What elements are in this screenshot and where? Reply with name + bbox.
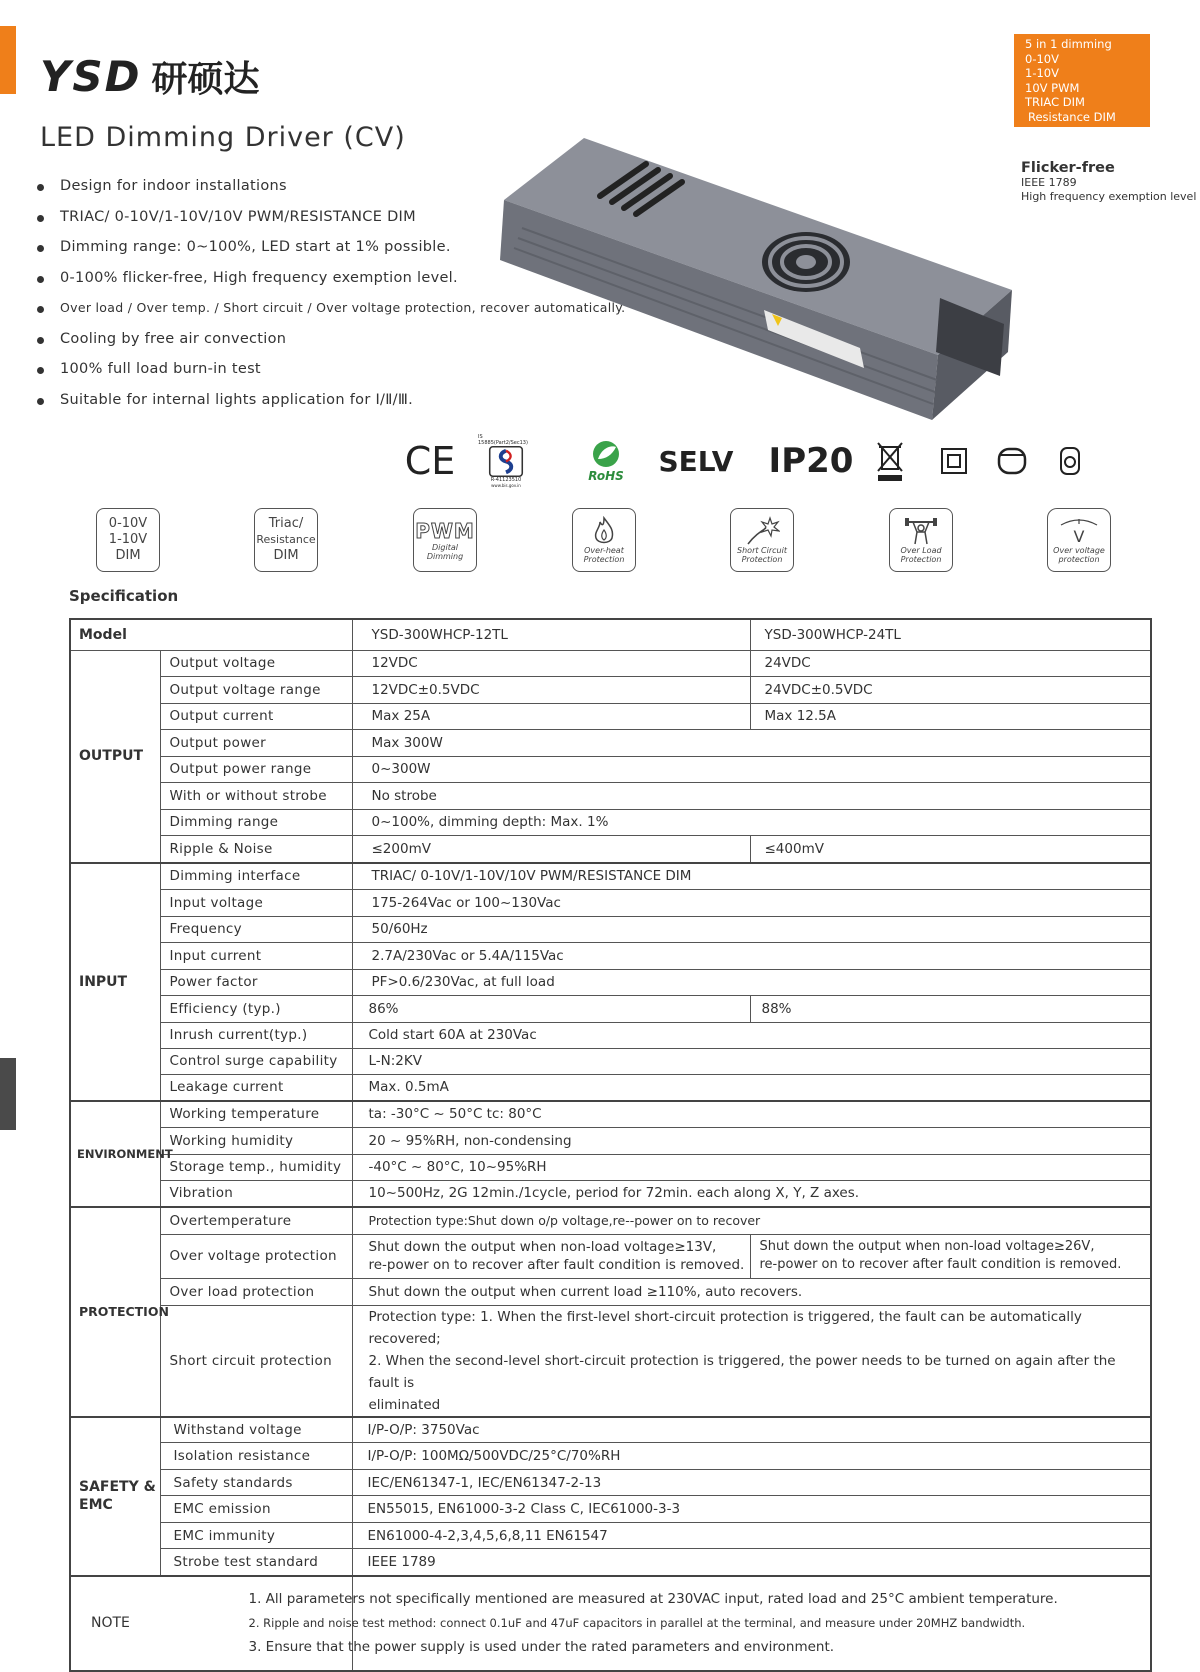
table-row: [70, 676, 1151, 703]
row-item: Output power: [160, 729, 352, 756]
flicker-title: Flicker-free: [1021, 160, 1115, 176]
rohs-mark: [582, 434, 630, 488]
row-item: Short circuit protection: [160, 1305, 352, 1417]
row-item: EMC immunity: [160, 1523, 352, 1549]
row-value-a: Max 25A: [352, 703, 750, 729]
table-row: [70, 1022, 1151, 1048]
table-row: [70, 809, 1151, 835]
row-item: Output voltage range: [160, 676, 352, 703]
row-item: Storage temp., humidity: [160, 1154, 352, 1180]
bis-site: www.bis.gov.in: [491, 483, 521, 488]
orange-side-tab: [0, 26, 16, 94]
row-item: Over voltage protection: [160, 1234, 352, 1278]
note-text: 1. All parameters not specifically mentioned are measured at 230VAC input, rated load and 25°C ambient temperature. 2. Ripple and noise test method: connect 0.1uF and 47uF capacitors in parallel at the terminal, and measure under 20MHZ bandwidth. 3. Ensure that the power supply is used under the rated parameters and environment.: [352, 1576, 1151, 1671]
row-value: IEC/EN61347-1, IEC/EN61347-2-13: [352, 1470, 1151, 1496]
feature-item: TRIAC/ 0-10V/1-10V/10V PWM/RESISTANCE DIM: [36, 209, 625, 240]
table-row: [70, 1496, 1151, 1523]
triac-resistance-dim-icon: Triac/ Resistance DIM: [254, 508, 318, 572]
row-value-a: 86%: [352, 995, 750, 1022]
pwm-dimming-icon: PWM Digital Dimming: [413, 508, 477, 572]
table-row: [70, 1443, 1151, 1470]
row-item: Power factor: [160, 969, 352, 995]
table-row: [70, 650, 1151, 676]
analog-dim-icon: 0-10V 1-10V DIM: [96, 508, 160, 572]
feature-item: Cooling by free air convection: [36, 331, 625, 362]
row-item: Input current: [160, 942, 352, 969]
table-row: [70, 1278, 1151, 1305]
section-environment: ENVIRONMENT: [70, 1101, 160, 1207]
row-value: TRIAC/ 0-10V/1-10V/10V PWM/RESISTANCE DIM: [352, 863, 1151, 889]
row-item: Output power range: [160, 756, 352, 782]
row-item: Overtemperature: [160, 1207, 352, 1234]
row-value-a: Shut down the output when non-load voltage≥13V, re-power on to recover after fault condition is removed.: [352, 1234, 750, 1278]
row-item: Working humidity: [160, 1127, 352, 1154]
independent-driver-icon: [996, 434, 1028, 488]
table-row: [70, 835, 1151, 863]
model-a: YSD-300WHCP-12TL: [352, 619, 750, 650]
control-gear-icon: [1056, 434, 1084, 488]
section-protection: PROTECTION: [70, 1207, 160, 1417]
table-row: [70, 942, 1151, 969]
row-value: Protection type:Shut down o/p voltage,re--power on to recover: [352, 1207, 1151, 1234]
row-item: Working temperature: [160, 1101, 352, 1127]
spark-icon: [744, 516, 780, 546]
row-value: L-N:2KV: [352, 1048, 1151, 1074]
double-insulation-icon: [938, 434, 970, 488]
over-load-protection-icon: Over Load Protection: [889, 508, 953, 572]
row-value: ta: -30°C ~ 50°C tc: 80°C: [352, 1101, 1151, 1127]
row-item: With or without strobe: [160, 782, 352, 809]
bis-top-text: IS 15885(Part2/Sec13): [478, 434, 528, 446]
ip-rating-mark: IP20: [768, 441, 854, 481]
row-value: 175-264Vac or 100~130Vac: [352, 889, 1151, 916]
table-row: [70, 1470, 1151, 1496]
table-row: [70, 1048, 1151, 1074]
row-value-a: 12VDC±0.5VDC: [352, 676, 750, 703]
row-item: Over load protection: [160, 1278, 352, 1305]
table-row: [70, 1207, 1151, 1234]
row-item: Frequency: [160, 916, 352, 942]
row-item: Dimming range: [160, 809, 352, 835]
row-item: Withstand voltage: [160, 1417, 352, 1443]
table-row: [70, 756, 1151, 782]
table-row: [70, 1234, 1151, 1278]
row-value: 2.7A/230Vac or 5.4A/115Vac: [352, 942, 1151, 969]
section-input: INPUT: [70, 863, 160, 1101]
feature-item: Dimming range: 0~100%, LED start at 1% possible.: [36, 239, 625, 270]
row-value: -40°C ~ 80°C, 10~95%RH: [352, 1154, 1151, 1180]
row-value-b: 24VDC: [750, 650, 1151, 676]
ce-mark: CE: [404, 439, 456, 483]
row-item: Output current: [160, 703, 352, 729]
weightlifter-icon: [903, 516, 939, 546]
row-value: EN61000-4-2,3,4,5,6,8,11 EN61547: [352, 1523, 1151, 1549]
row-item: Inrush current(typ.): [160, 1022, 352, 1048]
row-value: No strobe: [352, 782, 1151, 809]
feature-item: Over load / Over temp. / Short circuit / Over voltage protection, recover automatically.: [36, 300, 625, 331]
over-heat-protection-icon: Over-heat Protection: [572, 508, 636, 572]
row-value: I/P-O/P: 100MΩ/500VDC/25°C/70%RH: [352, 1443, 1151, 1470]
row-value: 20 ~ 95%RH, non-condensing: [352, 1127, 1151, 1154]
gray-side-tab: [0, 1058, 16, 1130]
row-value-b: Max 12.5A: [750, 703, 1151, 729]
dimming-modes-box: [1014, 34, 1150, 127]
logo-chinese: 研硕达: [151, 58, 260, 100]
table-row: [70, 1127, 1151, 1154]
bis-number: R-41123510: [490, 477, 522, 483]
short-circuit-protection-icon: Short Circuit Protection: [730, 508, 794, 572]
section-output: OUTPUT: [70, 650, 160, 863]
row-item: EMC emission: [160, 1496, 352, 1523]
row-value-a: 12VDC: [352, 650, 750, 676]
row-item: Isolation resistance: [160, 1443, 352, 1470]
table-row: [70, 995, 1151, 1022]
row-value: Max. 0.5mA: [352, 1074, 1151, 1101]
row-item: Strobe test standard: [160, 1549, 352, 1576]
row-value: 0~100%, dimming depth: Max. 1%: [352, 809, 1151, 835]
row-value-b: Shut down the output when non-load voltage≥26V, re-power on to recover after fault condition is removed.: [750, 1234, 1151, 1278]
dimming-mode: 1-10V: [1025, 66, 1059, 80]
row-value-b: 24VDC±0.5VDC: [750, 676, 1151, 703]
selv-mark: SELV: [658, 444, 734, 478]
dimming-mode: Resistance DIM: [1028, 109, 1116, 124]
row-value-a: ≤200mV: [352, 835, 750, 863]
model-label: Model: [70, 619, 352, 650]
row-value: IEEE 1789: [352, 1549, 1151, 1576]
table-row: [70, 1523, 1151, 1549]
table-row: [70, 1305, 1151, 1417]
brand-logo: [40, 52, 260, 100]
bis-logo-icon: [484, 446, 528, 477]
row-value: Max 300W: [352, 729, 1151, 756]
over-voltage-protection-icon: V Over voltage protection: [1047, 508, 1111, 572]
table-row: [70, 729, 1151, 756]
row-value: Shut down the output when current load ≥110%, auto recovers.: [352, 1278, 1151, 1305]
row-item: Vibration: [160, 1180, 352, 1207]
table-row: [70, 1154, 1151, 1180]
feature-item: Suitable for internal lights application for Ⅰ/Ⅱ/Ⅲ.: [36, 392, 625, 423]
row-value: I/P-O/P: 3750Vac: [352, 1417, 1151, 1443]
model-b: YSD-300WHCP-24TL: [750, 619, 1151, 650]
dimming-mode: 5 in 1 dimming: [1025, 37, 1112, 51]
feature-item: 100% full load burn-in test: [36, 361, 625, 392]
table-row: [70, 863, 1151, 889]
logo-latin: YSD: [40, 51, 142, 101]
table-row: [70, 1180, 1151, 1207]
dimming-mode: 0-10V: [1025, 51, 1059, 66]
row-value: EN55015, EN61000-3-2 Class C, IEC61000-3-3: [352, 1496, 1151, 1523]
feature-item: 0-100% flicker-free, High frequency exemption level.: [36, 270, 625, 301]
gauge-icon: [1059, 517, 1099, 527]
spec-table: [69, 618, 1152, 1672]
bis-mark: [478, 434, 534, 488]
feature-item: Design for indoor installations: [36, 178, 625, 209]
table-row: [70, 703, 1151, 729]
row-item: Safety standards: [160, 1470, 352, 1496]
dimming-mode: TRIAC DIM: [1025, 95, 1085, 109]
row-value: 0~300W: [352, 756, 1151, 782]
table-row: [70, 1101, 1151, 1127]
dimming-mode: 10V PWM: [1025, 80, 1080, 95]
row-item: Leakage current: [160, 1074, 352, 1101]
row-value-b: 88%: [750, 995, 1151, 1022]
table-row: [70, 889, 1151, 916]
rohs-text: RoHS: [588, 469, 624, 483]
table-row: [70, 916, 1151, 942]
table-row: [70, 782, 1151, 809]
weee-bin-icon: [872, 434, 908, 488]
spec-title: Specification: [69, 587, 179, 605]
row-item: Control surge capability: [160, 1048, 352, 1074]
leaf-icon: [586, 439, 626, 469]
flicker-standard: IEEE 1789: [1021, 176, 1077, 189]
table-row: [70, 969, 1151, 995]
product-image: [492, 130, 1062, 450]
row-item: Output voltage: [160, 650, 352, 676]
section-safety-emc: SAFETY & EMC: [70, 1417, 160, 1576]
page-title: LED Dimming Driver (CV): [40, 122, 406, 153]
row-value: Cold start 60A at 230Vac: [352, 1022, 1151, 1048]
row-value: 10~500Hz, 2G 12min./1cycle, period for 72min. each along X, Y, Z axes.: [352, 1180, 1151, 1207]
row-item: Ripple & Noise: [160, 835, 352, 863]
table-row: [70, 1417, 1151, 1443]
flame-icon: [592, 516, 616, 546]
row-value: Protection type: 1. When the first-level short-circuit protection is triggered, the fault can be automatically recovered; 2. When the second-level short-circuit protection is triggered, the power needs to be turned on again after the fault is eliminated: [352, 1305, 1151, 1417]
note-row: [70, 1576, 1151, 1671]
model-row: [70, 619, 1151, 650]
row-item: Efficiency (typ.): [160, 995, 352, 1022]
row-item: Input voltage: [160, 889, 352, 916]
table-row: [70, 1074, 1151, 1101]
flicker-level: High frequency exemption level: [1021, 190, 1197, 203]
table-row: [70, 1549, 1151, 1576]
row-value: PF>0.6/230Vac, at full load: [352, 969, 1151, 995]
row-value-b: ≤400mV: [750, 835, 1151, 863]
row-item: Dimming interface: [160, 863, 352, 889]
note-label: NOTE: [70, 1576, 352, 1671]
row-value: 50/60Hz: [352, 916, 1151, 942]
